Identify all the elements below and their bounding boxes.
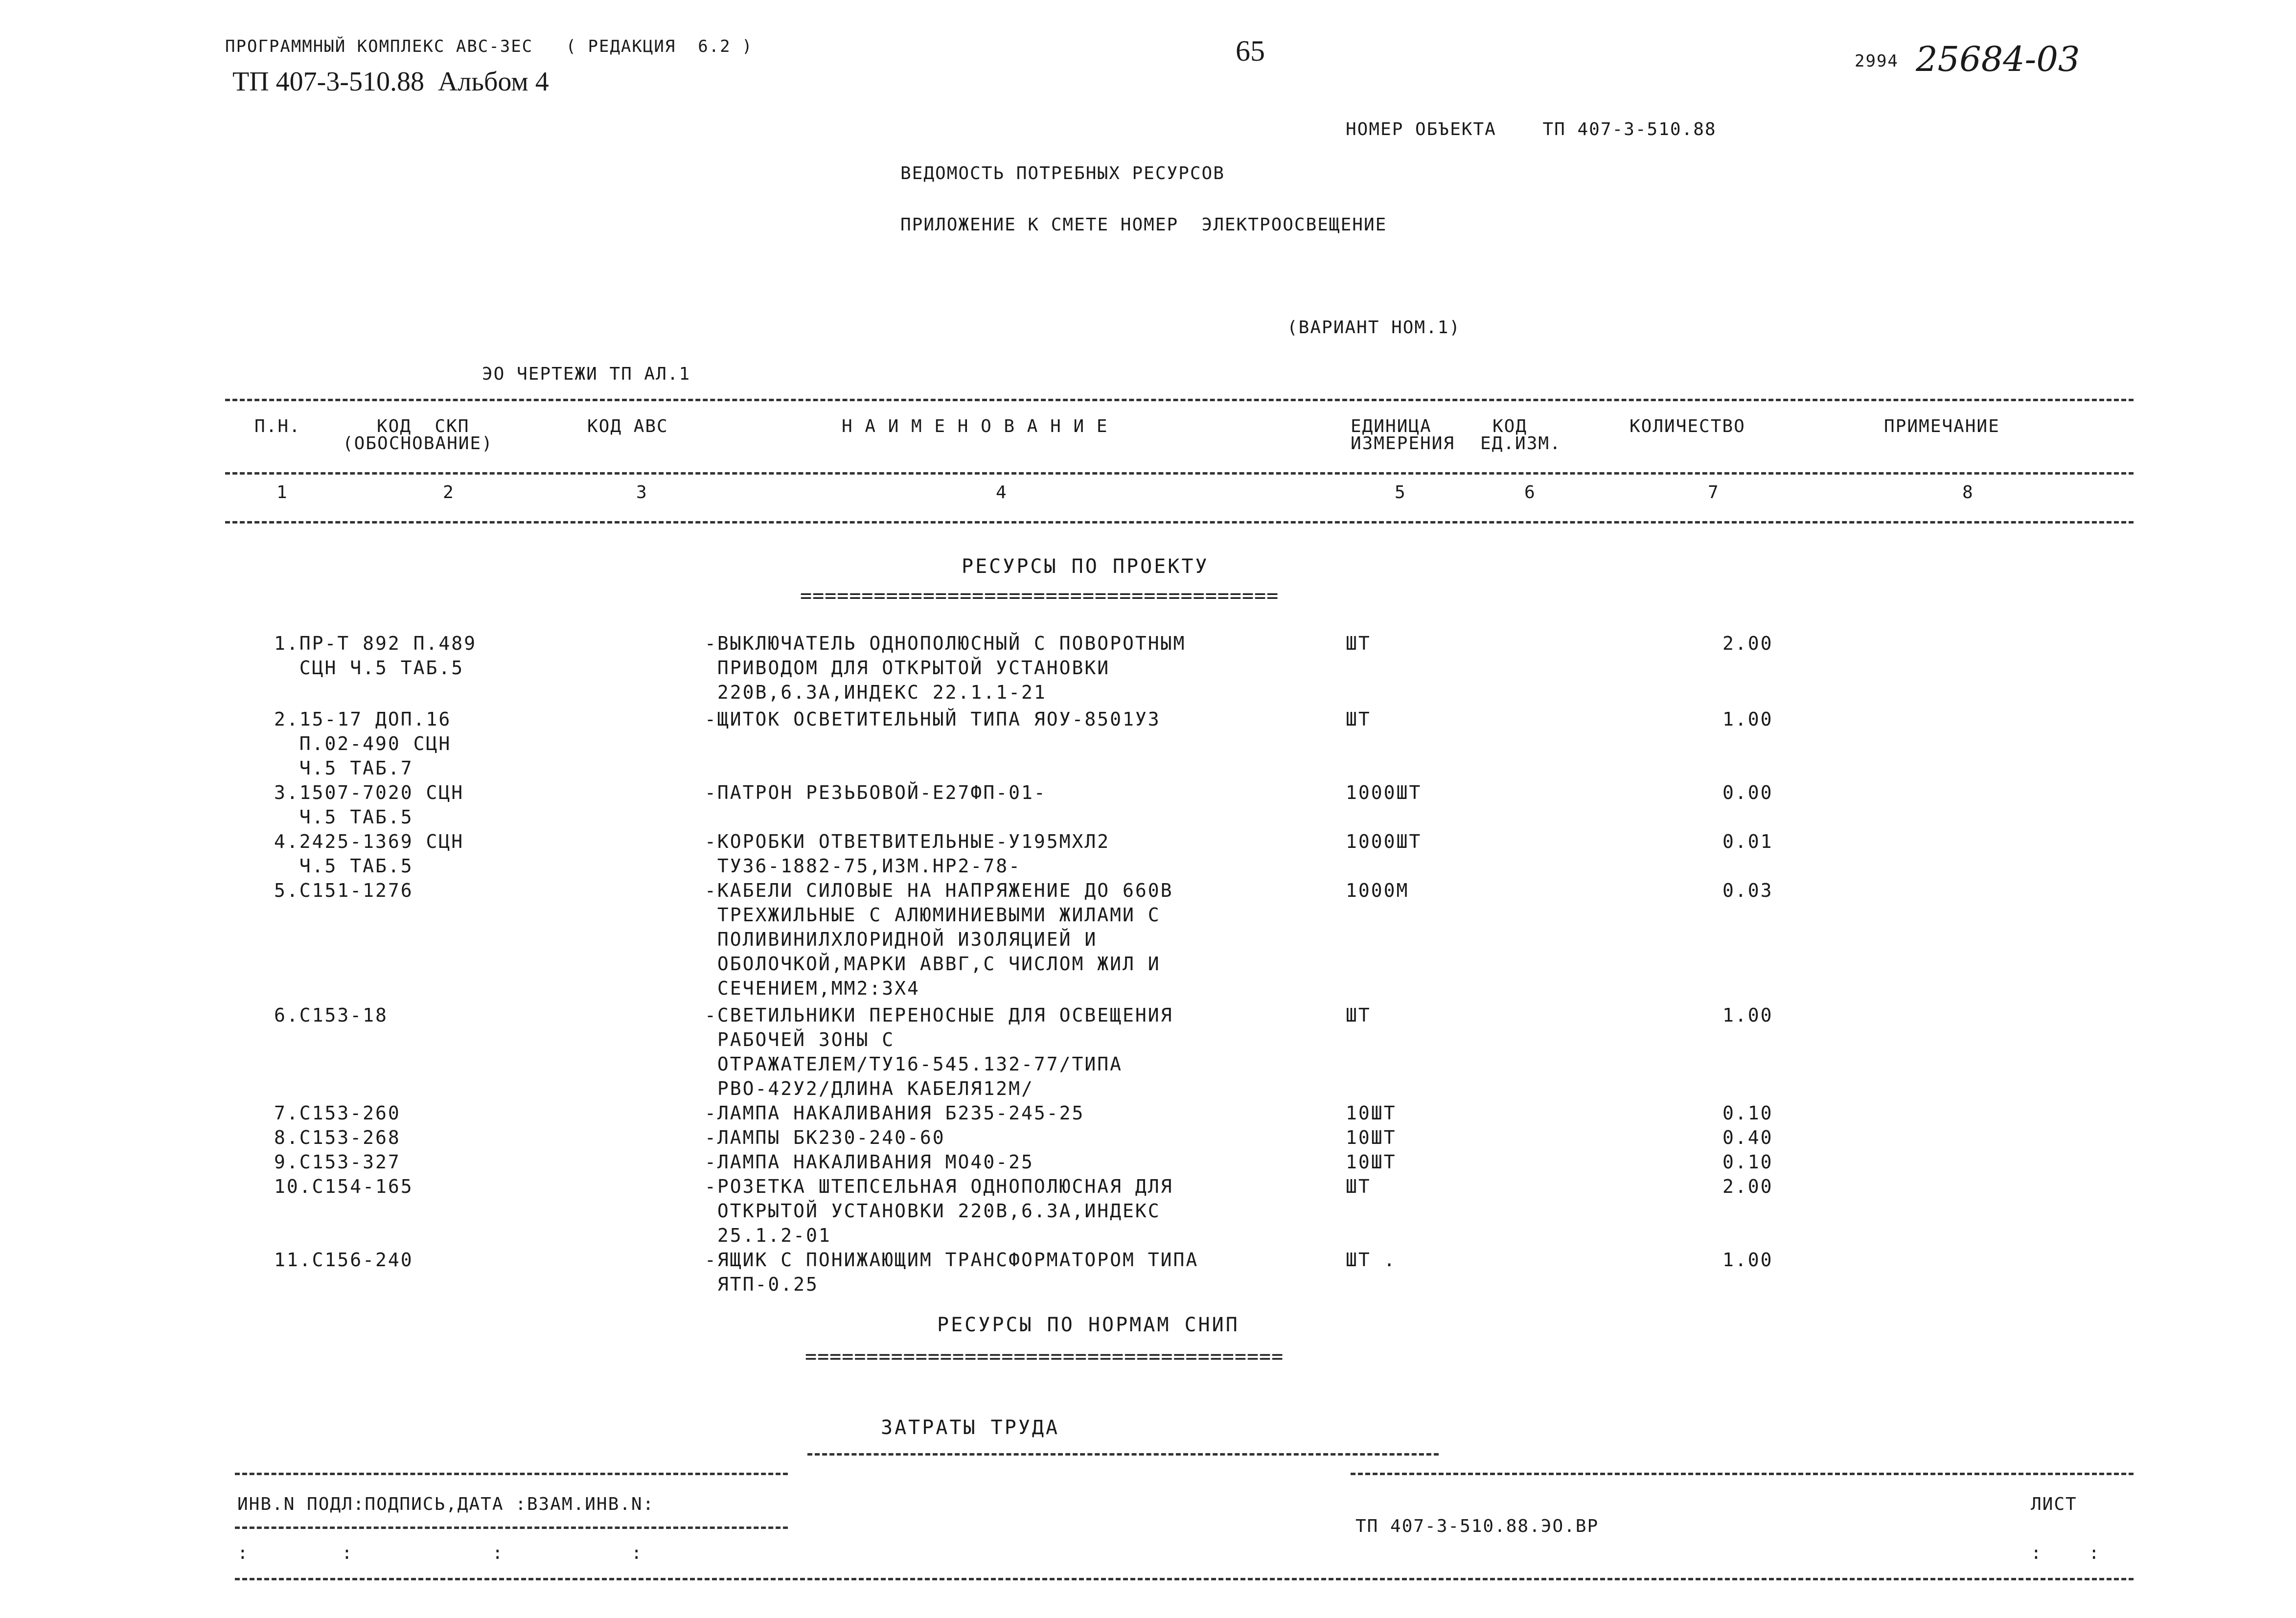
table-rule-bottom xyxy=(225,521,2134,524)
footer-signatures: ИНВ.N ПОДЛ:ПОДПИСЬ,ДАТА :ВЗАМ.ИНВ.N: xyxy=(237,1494,655,1514)
section-project: РЕСУРСЫ ПО ПРОЕКТУ xyxy=(962,555,1209,578)
row-quantity: 2.00 xyxy=(1722,633,1773,654)
col-number: 8 xyxy=(1962,482,1974,502)
footer-rule-bottom xyxy=(235,1578,2134,1580)
section-underline: ======================================= xyxy=(800,585,1279,607)
row-name: -РОЗЕТКА ШТЕПСЕЛЬНАЯ ОДНОПОЛЮСНАЯ ДЛЯ ОТКРЫТОЙ УСТАНОВКИ 220В,6.3А,ИНДЕКС 25.1.2-01 xyxy=(705,1176,1173,1246)
row-quantity: 0.40 xyxy=(1722,1127,1773,1148)
row-name: -СВЕТИЛЬНИКИ ПЕРЕНОСНЫЕ ДЛЯ ОСВЕЩЕНИЯ РАБОЧЕЙ ЗОНЫ С ОТРАЖАТЕЛЕМ/ТУ16-545.132-77/ТИПА РВО-42У2/ДЛИНА КАБЕЛЯ12М/ xyxy=(705,1004,1173,1099)
statement-title: ВЕДОМОСТЬ ПОТРЕБНЫХ РЕСУРСОВ xyxy=(900,163,1225,183)
col-header-unit-2: ИЗМЕРЕНИЯ xyxy=(1351,433,1455,454)
row-name: -КАБЕЛИ СИЛОВЫЕ НА НАПРЯЖЕНИЕ ДО 660В ТРЕХЖИЛЬНЫЕ С АЛЮМИНИЕВЫМИ ЖИЛАМИ С ПОЛИВИНИЛХЛОРИДНОЙ ИЗОЛЯЦИЕЙ И ОБОЛОЧКОЙ,МАРКИ АВВГ,С ЧИСЛОМ ЖИЛ И СЕЧЕНИЕМ,ММ2:3Х4 xyxy=(705,880,1173,999)
row-code: 8.С153-268 xyxy=(274,1127,401,1148)
row-unit: ШТ xyxy=(1346,708,1371,730)
row-quantity: 0.00 xyxy=(1722,782,1773,803)
row-unit: ШТ xyxy=(1346,633,1371,654)
section-labor: ЗАТРАТЫ ТРУДА xyxy=(881,1416,1060,1439)
col-number: 1 xyxy=(276,482,288,502)
row-quantity: 0.10 xyxy=(1722,1102,1773,1124)
row-unit: 10ШТ xyxy=(1346,1102,1397,1124)
col-number: 3 xyxy=(636,482,648,502)
row-quantity: 1.00 xyxy=(1722,708,1773,730)
row-name: -ЯЩИК С ПОНИЖАЮЩИМ ТРАНСФОРМАТОРОМ ТИПА ЯТП-0.25 xyxy=(705,1249,1199,1295)
row-unit: 10ШТ xyxy=(1346,1127,1397,1148)
row-name: -КОРОБКИ ОТВЕТВИТЕЛЬНЫЕ-У195МХЛ2 ТУ36-1882-75,ИЗМ.НР2-78- xyxy=(705,831,1110,877)
footer-rule xyxy=(235,1473,788,1475)
drawings-label: ЭО ЧЕРТЕЖИ ТП АЛ.1 xyxy=(482,364,691,384)
col-header-code-2: ЕД.ИЗМ. xyxy=(1480,433,1561,454)
footer-doc-code: ТП 407-3-510.88.ЭО.ВР xyxy=(1355,1516,1599,1536)
section-underline: ======================================= xyxy=(805,1345,1284,1368)
row-quantity: 0.03 xyxy=(1722,880,1773,901)
table-rule-top xyxy=(225,399,2134,401)
labor-underline xyxy=(807,1453,1439,1456)
row-name: -ВЫКЛЮЧАТЕЛЬ ОДНОПОЛЮСНЫЙ С ПОВОРОТНЫМ ПРИВОДОМ ДЛЯ ОТКРЫТОЙ УСТАНОВКИ 220В,6.3А,ИНДЕКС 22.1.1-21 xyxy=(705,633,1186,703)
row-quantity: 2.00 xyxy=(1722,1176,1773,1197)
program-header: ПРОГРАММНЫЙ КОМПЛЕКС АВС-3ЕС ( РЕДАКЦИЯ 6.2 ) xyxy=(225,37,753,56)
row-code: 2.15-17 ДОП.16 П.02-490 СЦН Ч.5 ТАБ.7 xyxy=(274,708,452,779)
row-unit: 1000ШТ xyxy=(1346,782,1422,803)
album-title: ТП 407-3-510.88 Альбом 4 xyxy=(232,67,549,97)
row-unit: 1000М xyxy=(1346,880,1409,901)
col-number: 2 xyxy=(443,482,455,502)
table-rule-mid xyxy=(225,472,2134,475)
stamp-number: 25684-03 xyxy=(1916,39,2080,79)
col-header-quantity: КОЛИЧЕСТВО xyxy=(1630,416,1745,436)
col-header-skp: КОД СКП xyxy=(377,416,470,436)
row-quantity: 0.10 xyxy=(1722,1151,1773,1173)
appendix-title: ПРИЛОЖЕНИЕ К СМЕТЕ НОМЕР ЭЛЕКТРООСВЕЩЕНИЕ xyxy=(900,215,1387,235)
row-quantity: 1.00 xyxy=(1722,1249,1773,1271)
col-header-basis: (ОБОСНОВАНИЕ) xyxy=(343,433,493,454)
row-code: 10.С154-165 xyxy=(274,1176,413,1197)
row-name: -ПАТРОН РЕЗЬБОВОЙ-Е27ФП-01- xyxy=(705,782,1047,803)
col-header-abc: КОД АВС xyxy=(587,416,668,436)
footer-rule xyxy=(235,1527,788,1529)
row-code: 9.С153-327 xyxy=(274,1151,401,1173)
col-header-code: КОД xyxy=(1492,416,1528,436)
section-norms: РЕСУРСЫ ПО НОРМАМ СНИП xyxy=(937,1314,1240,1336)
object-number: НОМЕР ОБЪЕКТА ТП 407-3-510.88 xyxy=(1346,119,1717,139)
col-number: 5 xyxy=(1395,482,1406,502)
row-name: -ЛАМПА НАКАЛИВАНИЯ Б235-245-25 xyxy=(705,1102,1085,1124)
row-code: 1.ПР-Т 892 П.489 СЦН Ч.5 ТАБ.5 xyxy=(274,633,477,679)
footer-sheet: ЛИСТ xyxy=(2031,1494,2077,1514)
row-unit: ШТ . xyxy=(1346,1249,1397,1271)
stamp-prefix: 2994 xyxy=(1855,51,1899,71)
page-number: 65 xyxy=(1236,35,1265,67)
col-header-unit: ЕДИНИЦА xyxy=(1351,416,1432,436)
col-number: 6 xyxy=(1524,482,1536,502)
row-unit: ШТ xyxy=(1346,1004,1371,1026)
row-name: -ЛАМПЫ БК230-240-60 xyxy=(705,1127,945,1148)
variant-label: (ВАРИАНТ НОМ.1) xyxy=(1287,318,1461,338)
row-quantity: 0.01 xyxy=(1722,831,1773,852)
row-code: 3.1507-7020 СЦН Ч.5 ТАБ.5 xyxy=(274,782,464,828)
footer-sheet-row: : : xyxy=(2031,1543,2101,1563)
col-number: 4 xyxy=(996,482,1008,502)
row-quantity: 1.00 xyxy=(1722,1004,1773,1026)
col-header-name: Н А И М Е Н О В А Н И Е xyxy=(842,416,1108,436)
col-header-pn: П.Н. xyxy=(254,416,301,436)
row-code: 6.С153-18 xyxy=(274,1004,388,1026)
row-code: 7.С153-260 xyxy=(274,1102,401,1124)
row-code: 4.2425-1369 СЦН Ч.5 ТАБ.5 xyxy=(274,831,464,877)
row-name: -ЩИТОК ОСВЕТИТЕЛЬНЫЙ ТИПА ЯОУ-8501У3 xyxy=(705,708,1161,730)
col-header-note: ПРИМЕЧАНИЕ xyxy=(1884,416,2000,436)
footer-signatures-row: : : : : xyxy=(237,1543,643,1563)
footer-rule xyxy=(1351,1473,2134,1475)
row-unit: 1000ШТ xyxy=(1346,831,1422,852)
col-number: 7 xyxy=(1708,482,1720,502)
row-unit: 10ШТ xyxy=(1346,1151,1397,1173)
row-code: 11.С156-240 xyxy=(274,1249,413,1271)
row-name: -ЛАМПА НАКАЛИВАНИЯ МО40-25 xyxy=(705,1151,1034,1173)
row-code: 5.С151-1276 xyxy=(274,880,413,901)
row-unit: ШТ xyxy=(1346,1176,1371,1197)
